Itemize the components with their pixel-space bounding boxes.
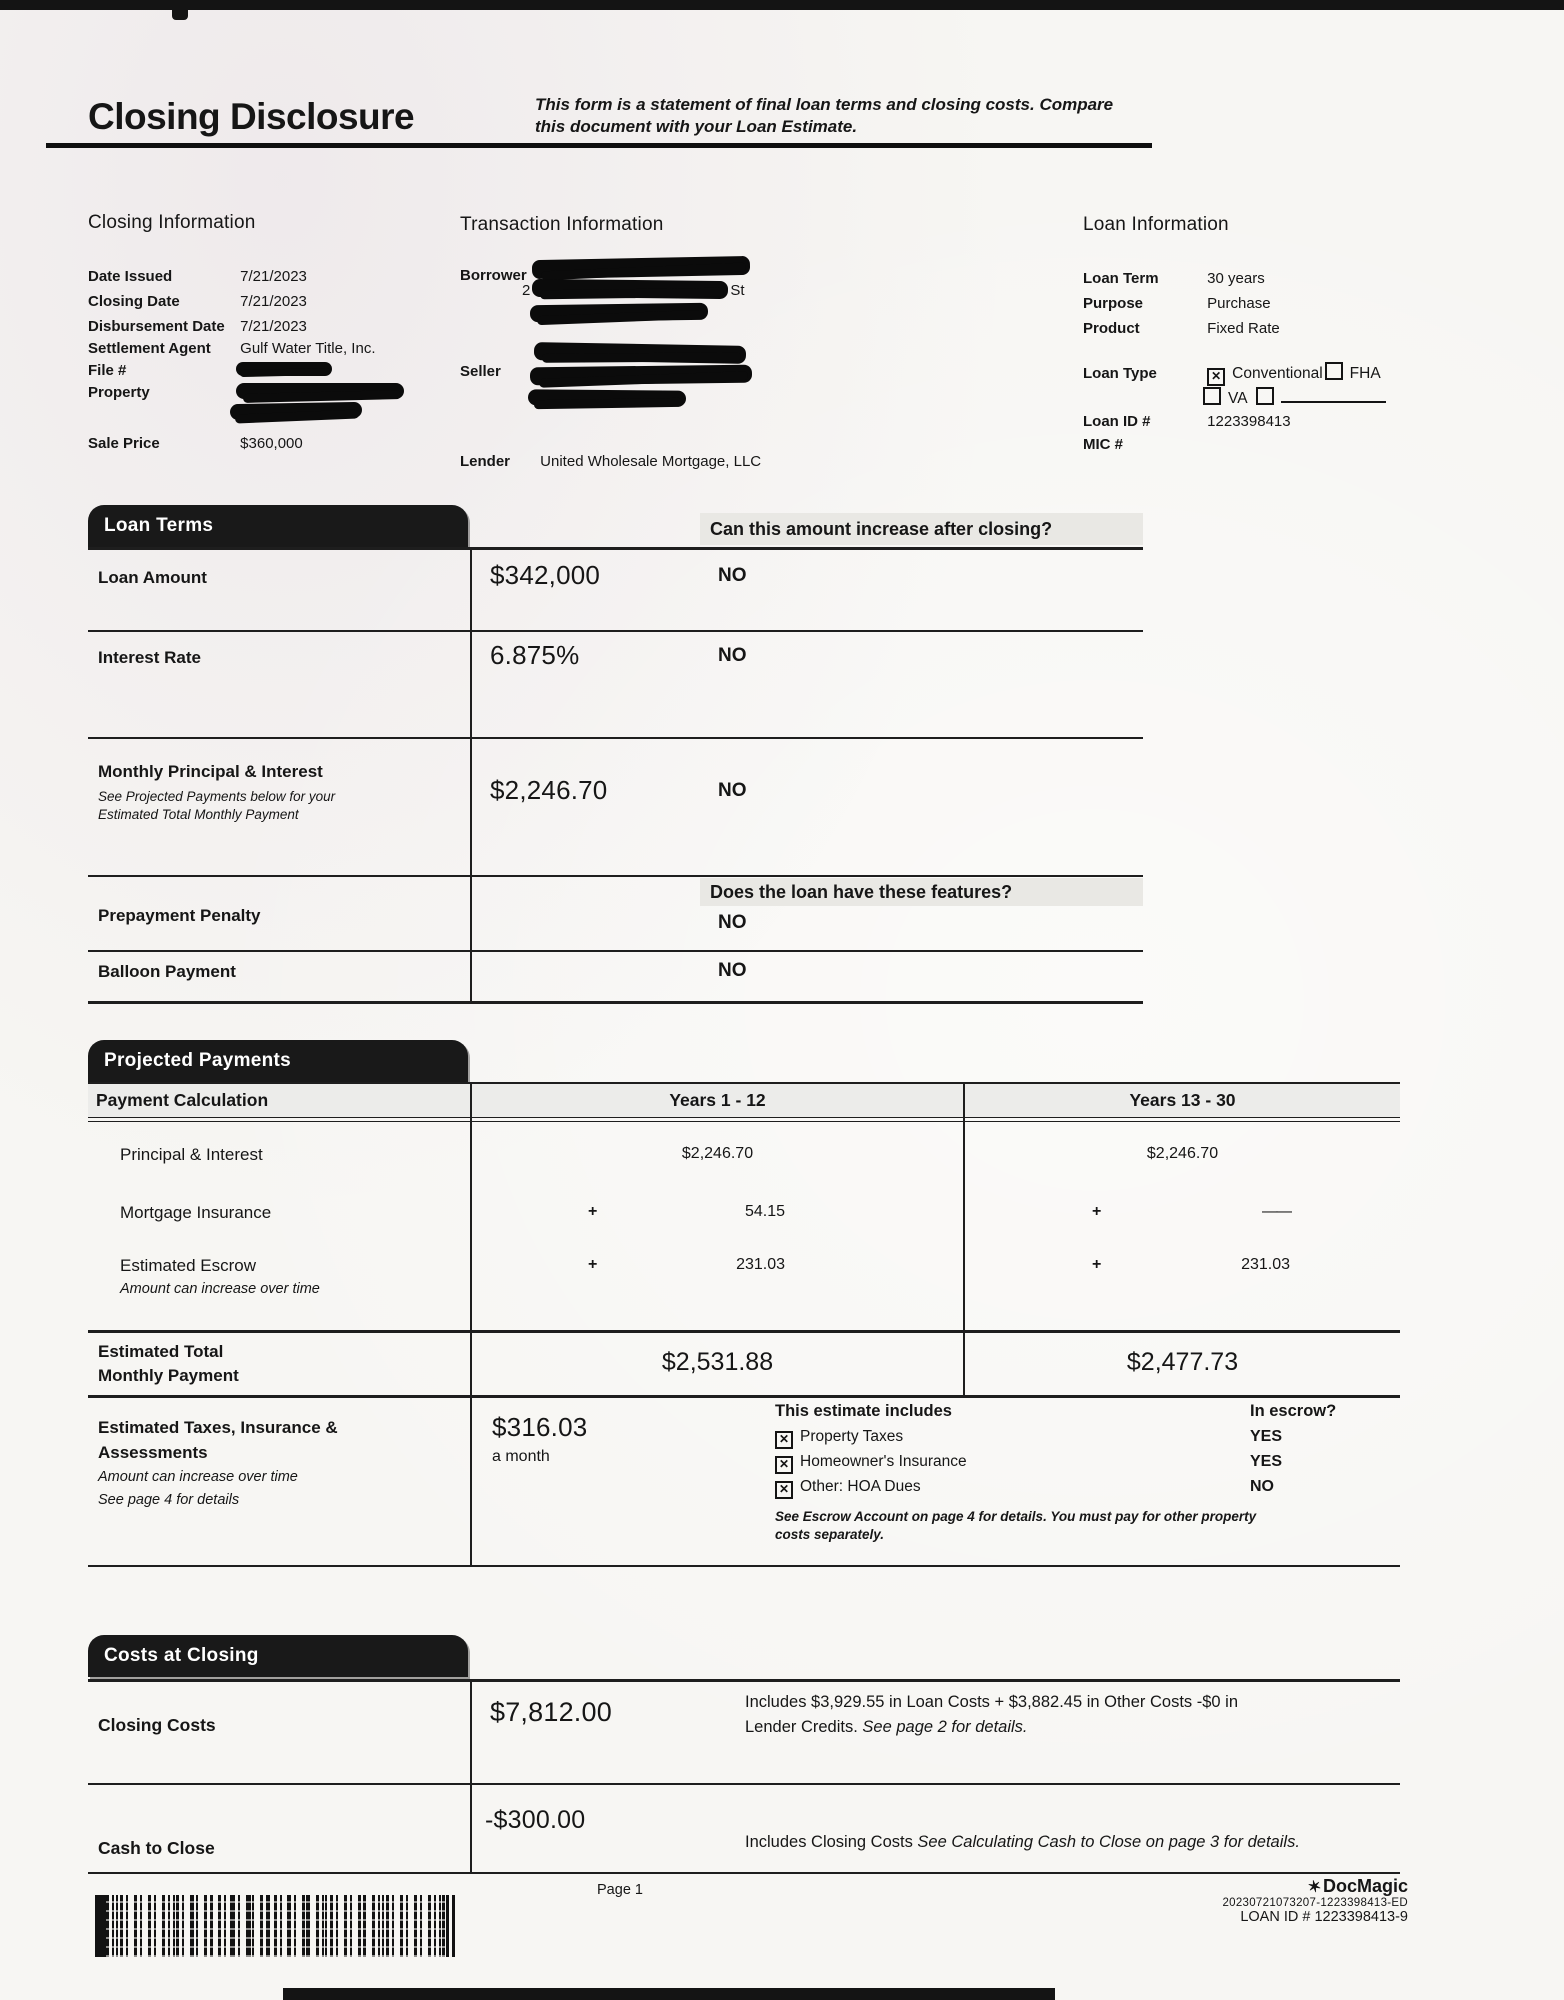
loan-term-row	[1083, 269, 1265, 288]
loan-type-row	[1083, 360, 1381, 384]
field-label: Seller	[460, 363, 501, 380]
estimated-total-label: Estimated Total Monthly Payment	[98, 1342, 239, 1385]
field-label: File #	[88, 362, 127, 379]
include-item-property-taxes	[775, 1428, 903, 1447]
checkbox-va-icon	[1203, 387, 1221, 405]
rule	[88, 1565, 1400, 1567]
estimated-escrow-label: Estimated Escrow	[120, 1256, 257, 1275]
increase-question-header: Can this amount increase after closing?	[700, 513, 1143, 545]
closing-costs-description	[745, 1690, 1270, 1740]
loan-type-option: FHA	[1349, 365, 1381, 382]
redaction-mark	[532, 279, 728, 299]
in-escrow-heading: In escrow?	[1250, 1402, 1337, 1420]
redaction-mark	[530, 303, 708, 322]
field-label: Property	[88, 384, 150, 401]
rule	[88, 1395, 1400, 1398]
checkbox-homeowners-insurance-icon	[775, 1456, 793, 1474]
principal-interest-y2: $2,246.70	[1146, 1145, 1219, 1162]
checkbox-conventional-icon	[1207, 368, 1225, 386]
field-value: Fixed Rate	[1207, 320, 1280, 337]
interest-rate-label: Interest Rate	[98, 648, 201, 667]
docmagic-block	[1000, 1876, 1408, 1925]
document-number: 20230721073207-1223398413-ED	[1222, 1897, 1408, 1909]
photo-top-mark	[172, 0, 188, 20]
balloon-payment-label: Balloon Payment	[98, 962, 236, 981]
years-13-30-header: Years 13 - 30	[1129, 1090, 1236, 1110]
closing-info-row	[88, 267, 307, 286]
include-item-label: Homeowner's Insurance	[800, 1453, 967, 1470]
escrow-answer: YES	[1250, 1453, 1283, 1470]
include-item-label: Other: HOA Dues	[800, 1478, 921, 1495]
closing-information-heading: Closing Information	[88, 212, 256, 233]
field-label: Closing Date	[88, 293, 180, 310]
borrower-redaction-1	[532, 258, 750, 277]
field-value: 7/21/2023	[240, 293, 307, 310]
field-label: Date Issued	[88, 268, 173, 285]
cash-to-close-value: -$300.00	[485, 1806, 586, 1834]
purpose-row	[1083, 294, 1271, 313]
field-label: Loan Type	[1083, 365, 1157, 382]
borrower-redaction-2	[522, 282, 745, 300]
loan-amount-answer: NO	[718, 565, 747, 586]
field-value: Purchase	[1207, 295, 1271, 312]
rule	[88, 1783, 1400, 1785]
monthly-pi-answer: NO	[718, 780, 747, 801]
interest-rate-answer: NO	[718, 645, 747, 666]
seller-redaction-3	[528, 389, 686, 407]
estimated-total-y2: $2,477.73	[1126, 1348, 1239, 1376]
field-label: MIC #	[1083, 436, 1124, 453]
balloon-payment-answer: NO	[718, 960, 747, 981]
product-row	[1083, 319, 1280, 338]
features-question-header: Does the loan have these features?	[700, 878, 1143, 906]
description-italic: See Calculating Cash to Close on page 3 for details.	[917, 1833, 1300, 1851]
closing-info-row	[88, 339, 376, 358]
monthly-pi-label: Monthly Principal & Interest	[98, 762, 323, 781]
escrow-answer: NO	[1250, 1478, 1274, 1495]
field-label: Sale Price	[88, 435, 160, 452]
field-label: Loan Term	[1083, 270, 1159, 287]
monthly-pi-subtext: See Projected Payments below for your Estimated Total Monthly Payment	[98, 789, 336, 822]
estimated-taxes-amount-suffix: a month	[492, 1448, 550, 1465]
loan-type-option: VA	[1228, 390, 1248, 407]
plus-operator: +	[1092, 1203, 1102, 1220]
photo-bottom-strip	[283, 1988, 1055, 2000]
field-value: 7/21/2023	[240, 268, 307, 285]
field-label: Disbursement Date	[88, 318, 225, 335]
mic-row	[1083, 435, 1203, 454]
estimated-taxes-label: Estimated Taxes, Insurance & Assessments	[98, 1418, 338, 1462]
redaction-mark	[534, 342, 746, 364]
docmagic-brand-text: DocMagic	[1322, 1876, 1408, 1896]
seller-redaction-2	[530, 366, 752, 384]
rule	[88, 1121, 1400, 1122]
borrower-fragment: 2	[522, 282, 531, 299]
rule	[88, 950, 1143, 952]
redaction-mark	[230, 402, 362, 420]
checkbox-other-hoa-icon	[775, 1481, 793, 1499]
rule	[88, 1872, 1400, 1874]
estimated-taxes-sub1: Amount can increase over time	[98, 1469, 298, 1485]
loan-amount-label: Loan Amount	[98, 568, 207, 587]
closing-costs-label: Closing Costs	[98, 1715, 216, 1735]
checkbox-fha-icon	[1325, 362, 1343, 380]
divider	[470, 547, 472, 1003]
field-value: 1223398413	[1207, 413, 1291, 430]
redaction-mark	[236, 362, 332, 376]
field-label: Loan ID #	[1083, 413, 1151, 430]
docmagic-brand	[1000, 1876, 1408, 1897]
estimated-escrow-y1: 231.03	[736, 1256, 785, 1273]
rule	[88, 630, 1143, 632]
checkbox-other-icon	[1256, 387, 1274, 405]
rule	[88, 1679, 1400, 1682]
plus-operator: +	[1092, 1256, 1102, 1273]
barcode	[95, 1895, 455, 1957]
principal-interest-label: Principal & Interest	[120, 1145, 263, 1164]
loan-information-section	[1083, 214, 1413, 464]
borrower-fragment: St	[730, 282, 745, 299]
loan-type-blank-line	[1281, 388, 1386, 403]
lender-row	[460, 452, 761, 471]
description-text: Includes $3,929.55 in Loan Costs + $3,882.45 in Other Costs -$0 in Lender Credits.	[745, 1693, 1239, 1736]
borrower-redaction-3	[530, 304, 708, 322]
principal-interest-y1: $2,246.70	[681, 1145, 754, 1162]
estimated-total-y1: $2,531.88	[661, 1348, 774, 1376]
field-value: 7/21/2023	[240, 318, 307, 335]
prepayment-penalty-answer: NO	[718, 912, 747, 933]
escrow-answer: YES	[1250, 1428, 1283, 1445]
interest-rate-value: 6.875%	[490, 640, 580, 670]
field-label: Settlement Agent	[88, 340, 211, 357]
include-item-label: Property Taxes	[800, 1428, 904, 1445]
closing-costs-value: $7,812.00	[490, 1697, 612, 1727]
include-item-other-hoa-dues	[775, 1478, 921, 1497]
transaction-information-heading: Transaction Information	[460, 214, 664, 235]
loan-type-row-2	[1203, 385, 1386, 408]
closing-info-row	[88, 434, 303, 453]
closing-info-row	[88, 292, 307, 311]
rule	[88, 1082, 1400, 1084]
prepayment-penalty-label: Prepayment Penalty	[98, 906, 261, 925]
rule	[88, 875, 1143, 877]
estimated-taxes-amount: $316.03	[492, 1412, 588, 1442]
projected-payments-tab: Projected Payments	[88, 1040, 468, 1082]
loan-terms-tab: Loan Terms	[88, 505, 468, 547]
page-title: Closing Disclosure	[88, 96, 415, 137]
footer-loan-id: LOAN ID # 1223398413-9	[1240, 1909, 1408, 1925]
include-item-homeowners-insurance	[775, 1453, 967, 1472]
mortgage-insurance-y1: 54.15	[744, 1203, 785, 1220]
page-number: Page 1	[597, 1882, 643, 1898]
field-label: Lender	[460, 453, 511, 470]
field-value: 30 years	[1207, 270, 1265, 287]
photo-top-strip	[0, 0, 1564, 10]
field-value: Gulf Water Title, Inc.	[240, 340, 376, 357]
description-text: Includes Closing Costs	[745, 1833, 918, 1851]
mortgage-insurance-y2: ——	[1262, 1203, 1290, 1220]
field-label: Purpose	[1083, 295, 1144, 312]
closing-info-row-file	[88, 361, 332, 380]
description-italic: See page 2 for details.	[862, 1717, 1028, 1736]
loan-information-heading: Loan Information	[1083, 214, 1229, 235]
lender-value: United Wholesale Mortgage, LLC	[540, 453, 762, 470]
mortgage-insurance-label: Mortgage Insurance	[120, 1203, 272, 1222]
monthly-pi-value: $2,246.70	[490, 775, 608, 805]
costs-at-closing-tab: Costs at Closing	[88, 1635, 468, 1677]
redaction-mark	[532, 256, 750, 279]
loan-type-option: Conventional	[1232, 365, 1323, 382]
docmagic-logo-icon: ✶	[1306, 1877, 1323, 1898]
divider	[470, 1679, 472, 1872]
plus-operator: +	[588, 1256, 598, 1273]
redaction-mark-wrap	[230, 402, 362, 420]
escrow-note: See Escrow Account on page 4 for details. You must pay for other property costs separately.	[775, 1509, 1257, 1542]
cash-to-close-label: Cash to Close	[98, 1838, 215, 1858]
rule	[88, 1330, 1400, 1333]
estimated-escrow-subtext: Amount can increase over time	[120, 1281, 320, 1297]
estimated-escrow-y2: 231.03	[1241, 1256, 1290, 1273]
rule	[88, 1117, 1400, 1118]
checkbox-property-taxes-icon	[775, 1431, 793, 1449]
payment-calculation-header: Payment Calculation	[96, 1090, 269, 1110]
loan-id-row	[1083, 412, 1291, 431]
transaction-information-section	[460, 214, 800, 484]
seller-row	[460, 362, 536, 381]
cash-to-close-description	[745, 1830, 1395, 1855]
title-rule	[46, 143, 1152, 148]
seller-redaction-1	[534, 344, 746, 362]
redaction-mark	[528, 389, 686, 406]
field-label: Borrower	[460, 267, 527, 284]
rule	[88, 547, 1143, 550]
plus-operator: +	[588, 1203, 598, 1220]
loan-amount-value: $342,000	[490, 560, 601, 590]
redaction-mark	[530, 365, 752, 386]
years-1-12-header: Years 1 - 12	[669, 1090, 766, 1110]
closing-information-section	[88, 212, 458, 472]
closing-info-row	[88, 317, 307, 336]
estimate-includes-heading: This estimate includes	[775, 1402, 952, 1420]
closing-info-row-property	[88, 383, 404, 402]
page-subtitle: This form is a statement of final loan terms and closing costs. Compare this document with your Loan Estimate.	[535, 95, 1114, 136]
estimated-taxes-sub2: See page 4 for details	[98, 1492, 240, 1508]
rule	[88, 1001, 1143, 1004]
rule	[88, 737, 1143, 739]
field-label: Product	[1083, 320, 1140, 337]
field-value: $360,000	[240, 435, 303, 452]
redaction-mark	[236, 383, 404, 399]
